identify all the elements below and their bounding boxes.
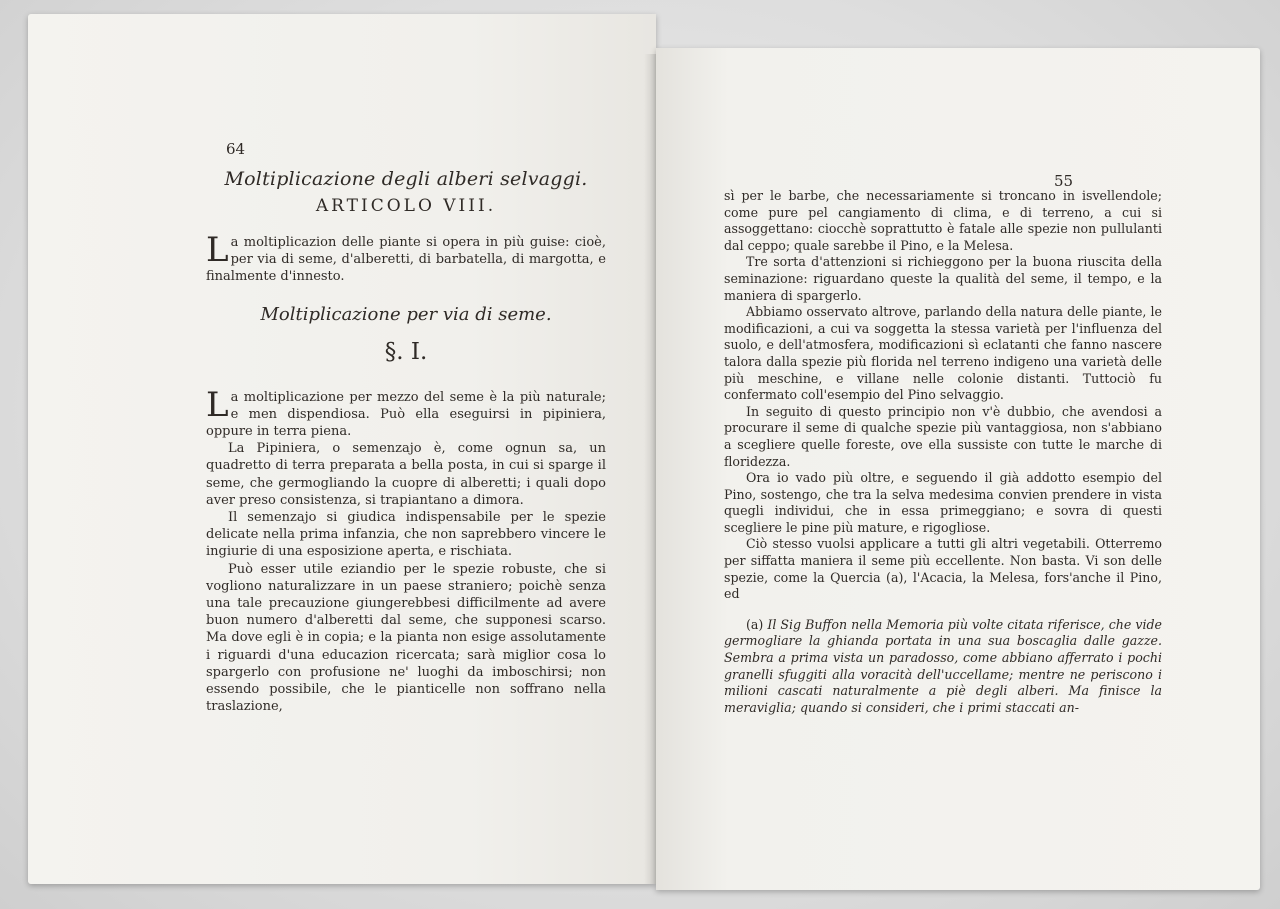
body-paragraph: In seguito di questo principio non v'è dubbio, che avendosi a procurare il seme di qualche spezie più vantaggiosa, non s'abbiano a scegliere quelle foreste, ove ella sussiste con tutte le marche di floridezza. bbox=[724, 403, 1162, 469]
body-paragraph: La moltiplicazione per mezzo del seme è la più naturale; e men dispendiosa. Può ella eseguirsi in pipiniera, oppure in terra piena. bbox=[206, 384, 606, 440]
body-paragraph: Ciò stesso vuolsi applicare a tutti gli altri vegetabili. Otterremo per siffatta maniera il seme più eccellente. Non basta. Vi son delle spezie, come la Quercia (a), l'Acacia, la Melesa, fors'anche il Pino, ed bbox=[724, 536, 1162, 602]
article-heading: ARTICOLO VIII. bbox=[315, 196, 497, 216]
footnote-mark: (a) bbox=[746, 616, 764, 632]
right-page-content bbox=[724, 188, 1162, 716]
footnote: (a) Il Sig Buffon nella Memoria più volte citata riferisce, che vide germogliare la ghianda portata in una sua boscaglia dalle gazze. Sembra a prima vista un paradosso, come abbiano afferrato i pochi granelli sfuggiti alla voracità dell'uccellame; mentre ne periscono i milioni cascati naturalmente a piè degli alberi. Ma finisce la meraviglia; quando si consideri, che i primi staccati an- bbox=[724, 616, 1162, 715]
left-page bbox=[28, 14, 656, 884]
section-title: Moltiplicazione degli alberi selvaggi. bbox=[224, 168, 588, 190]
subsection-title: Moltiplicazione per via di seme. bbox=[260, 303, 552, 325]
paragraph-mark: §. I. bbox=[384, 338, 428, 365]
open-book bbox=[28, 14, 1260, 894]
body-paragraph: Ora io vado più oltre, e seguendo il già addotto esempio del Pino, sostengo, che tra la selva medesima convien prendere in vista quegli individui, che in essa primeggiano; e sovra di questi scegliere le pine più mature, e rigogliose. bbox=[724, 470, 1162, 535]
right-page bbox=[656, 48, 1260, 890]
body-paragraph: Il semenzajo si giudica indispensabile per le spezie delicate nella prima infanzia, che non saprebbero vincere le ingiurie di una esposizione aperta, e rischiata. bbox=[206, 510, 606, 560]
body-paragraph: sì per le barbe, che necessariamente si troncano in isvellendole; come pure pel cangiamento di clima, e di terreno, a cui si assoggettano: ciocchè soprattutto è fatale alle spezie non pullulanti dal ceppo; quale sarebbe il Pino, e la Melesa. bbox=[724, 188, 1162, 253]
drop-cap: L bbox=[206, 230, 229, 270]
intro-paragraph: La moltiplicazion delle piante si opera in più guise: cioè, per via di seme, d'alberetti, di barbatella, di margotta, e finalmente d'innesto. bbox=[206, 230, 606, 285]
body-paragraph: Può esser utile eziandio per le spezie robuste, che si vogliono naturalizzare in un paese straniero; poichè senza una tale precauzione giungerebbesi difficilmente ad avere buon numero d'alberetti dal seme, che supponesi scarso. Ma dove egli è in copia; e la pianta non esige assolutamente i riguardi d'una educazion ricercata; sarà miglior cosa lo spargerlo con profusione ne' luoghi da imboschirsi; non essendo possibile, che le pianticelle non soffrano nella traslazione, bbox=[206, 561, 606, 715]
left-page-content bbox=[206, 164, 606, 715]
page-number: 64 bbox=[226, 140, 246, 158]
drop-cap: L bbox=[206, 384, 229, 425]
page-number: 55 bbox=[1054, 172, 1074, 190]
body-paragraph: Abbiamo osservato altrove, parlando della natura delle piante, le modificazioni, a cui va soggetta la stessa varietà per l'influenza del suolo, e dell'atmosfera, modificazioni sì eclatanti che fanno nascere talora dalla spezie più florida nel terreno indigeno una varietà delle più meschine, e villane nelle colonie distanti. Tuttociò fu confermato coll'esempio del Pino selvaggio. bbox=[724, 304, 1162, 403]
body-paragraph: La Pipiniera, o semenzajo è, come ognun sa, un quadretto di terra preparata a bella posta, in cui si sparge il seme, che germogliando la cuopre di alberetti; i quali dopo aver preso consistenza, si trapiantano a dimora. bbox=[206, 441, 606, 508]
body-paragraph: Tre sorta d'attenzioni si richieggono per la buona riuscita della seminazione: riguardano queste la qualità del seme, il tempo, e la maniera di spargerlo. bbox=[724, 254, 1162, 303]
